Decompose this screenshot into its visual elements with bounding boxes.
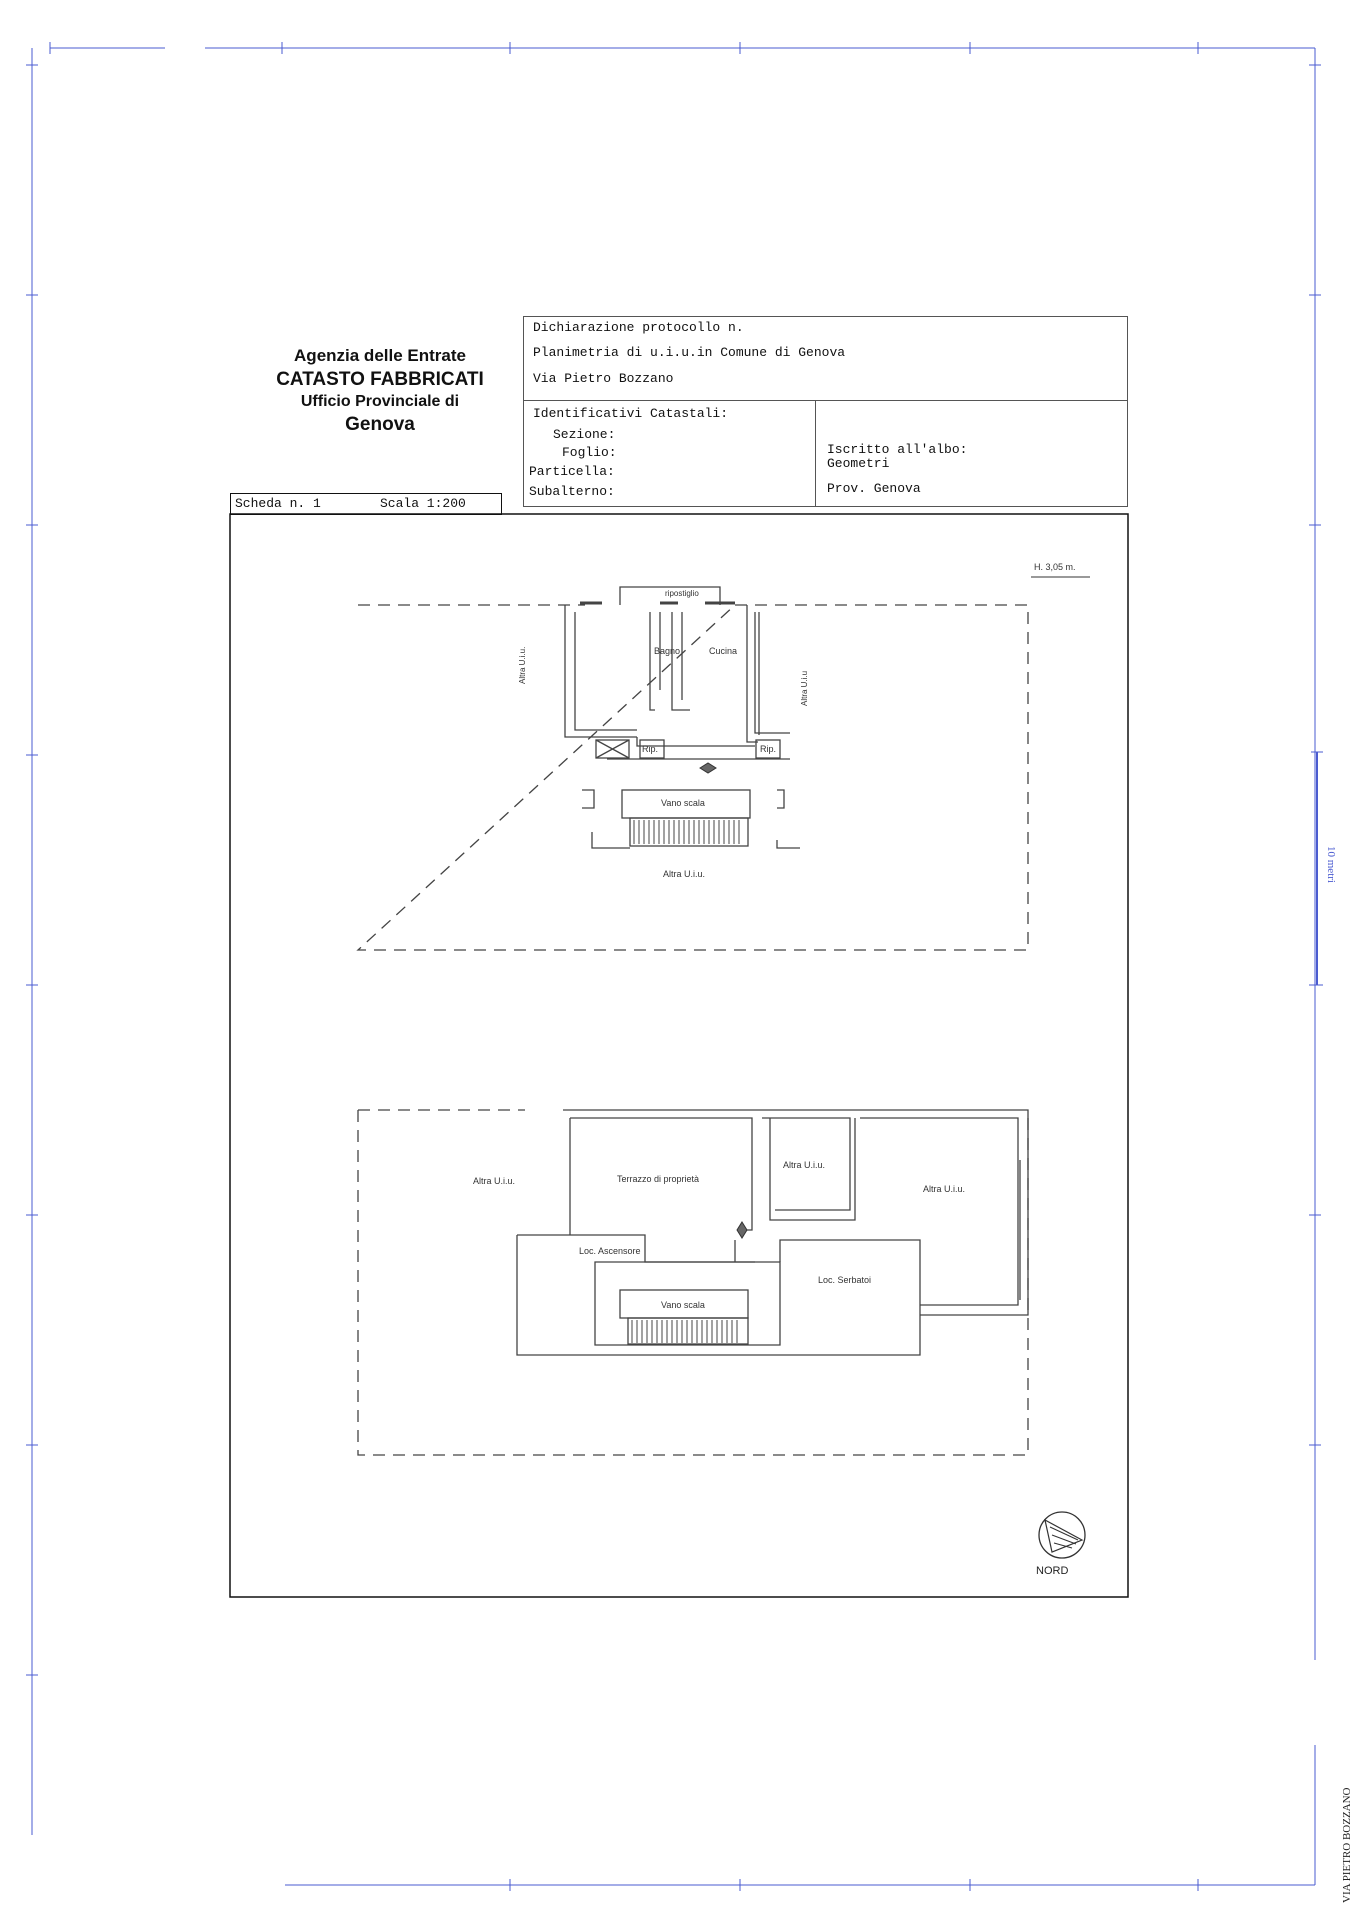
altra-uiu-lower-center: Altra U.i.u.	[783, 1160, 826, 1170]
catasto-title: CATASTO FABBRICATI	[276, 369, 484, 390]
height-note: H. 3,05 m.	[1034, 562, 1076, 572]
address-text: Via Pietro Bozzano	[533, 371, 674, 386]
north-label: NORD	[1036, 1565, 1069, 1577]
rip-right-label: Rip.	[760, 744, 777, 754]
bagno-label: Bagno	[654, 646, 681, 656]
particella-label: Particella:	[529, 464, 615, 479]
subalterno-label: Subalterno:	[529, 484, 615, 499]
scale-bar-label: 10 metri	[1325, 846, 1337, 883]
scheda-scale: Scala 1:200	[380, 496, 466, 511]
rip-left-label: Rip.	[642, 744, 659, 754]
foglio-label: Foglio:	[562, 445, 617, 460]
planimetria-text: Planimetria di u.i.u.in Comune di Genova	[533, 345, 846, 360]
iscritto-label: Iscritto all'albo:	[827, 442, 968, 457]
altra-uiu-upper-right: Altra U.i.u	[800, 670, 809, 706]
scheda-number: Scheda n. 1	[235, 496, 321, 511]
ascensore-label: Loc. Ascensore	[579, 1246, 641, 1256]
street-label: VIA PIETRO BOZZANO	[1341, 1787, 1353, 1903]
albo-value: Geometri	[827, 456, 890, 471]
sezione-label: Sezione:	[553, 427, 616, 442]
altra-uiu-upper-left: Altra U.i.u.	[518, 646, 527, 684]
agency-name: Agenzia delle Entrate	[294, 346, 466, 365]
vano-scala-upper: Vano scala	[661, 798, 705, 808]
north-arrow-icon	[1039, 1512, 1085, 1558]
vano-scala-lower: Vano scala	[661, 1300, 705, 1310]
office-line: Ufficio Provinciale di	[300, 393, 460, 410]
ripostiglio-label: ripostiglio	[665, 589, 699, 598]
altra-uiu-upper-bottom: Altra U.i.u.	[663, 869, 706, 879]
terrazzo-label: Terrazzo di proprietà	[617, 1174, 700, 1184]
provincia-value: Prov. Genova	[827, 481, 921, 496]
altra-uiu-lower-right: Altra U.i.u.	[923, 1184, 966, 1194]
cucina-label: Cucina	[709, 646, 738, 656]
identifiers-title: Identificativi Catastali:	[533, 406, 729, 421]
serbatoi-label: Loc. Serbatoi	[818, 1275, 872, 1285]
office-city: Genova	[345, 414, 415, 435]
altra-uiu-lower-left: Altra U.i.u.	[473, 1176, 516, 1186]
protocollo-text: Dichiarazione protocollo n.	[533, 320, 744, 335]
